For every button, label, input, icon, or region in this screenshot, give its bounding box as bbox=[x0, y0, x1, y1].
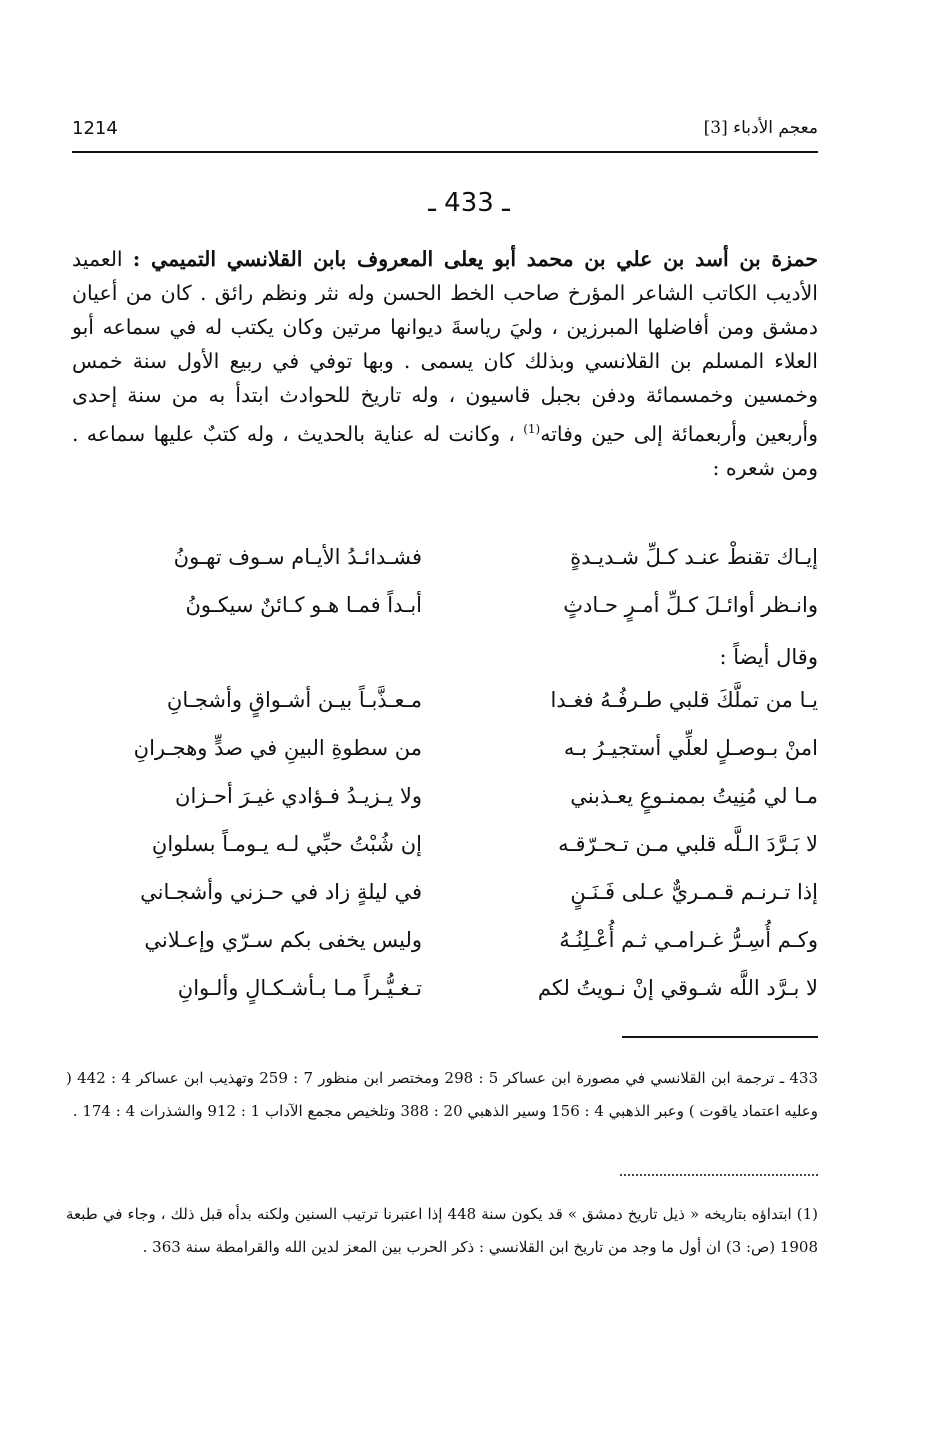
poem-verse bbox=[72, 784, 818, 832]
poem-2-intro: وقال أيضاً : bbox=[719, 645, 818, 669]
verse-first-hemistich: لا بَـرَّدَ الـلَّه قلبي مـن تـحـرّقـه bbox=[558, 832, 818, 856]
verse-first-hemistich: وكـم أُسِـرُّ غـرامـي ثـم أُعْـلِنُـهُ bbox=[559, 928, 818, 952]
entry-number: ـ 433 ـ bbox=[428, 188, 510, 218]
poem-verse bbox=[72, 976, 818, 1024]
page-number: 1214 bbox=[72, 118, 118, 139]
verse-first-hemistich: امنْ بـوصـلٍ لعلِّي أستجيـرُ بـه bbox=[563, 736, 818, 760]
biography-text: العميد الأديب الكاتب الشاعر المؤرخ صاحب الخط الحسن وله نثر ونظم رائق . كان من أعيان دمشق ومن أفاضلها المبرزين ، وليَ رياسةَ ديوانها مرتين وكان يكتب له في سماعه أبو العلاء المسلم بن القلانسي وبذلك كان يسمى . وبها توفي في ربيع الأول سنة خمس وخمسين وخمسمائة ودفن بجبل قاسيون ، وله تاريخ للحوادث ابتدأ به من سنة إحدى وأربعين وأربعمائة إلى حين وفاته bbox=[72, 247, 818, 446]
poem-verse bbox=[72, 928, 818, 976]
verse-second-hemistich: إن شُبْتُ حبِّي لـه يـومـاً بسلوانِ bbox=[151, 832, 422, 856]
footnote-source-references: 433 ـ ترجمة ابن القلانسي في مصورة ابن عساكر 5 : 298 ومختصر ابن منظور 7 : 259 وتهذيب ابن عساكر 4 : 442 ( وعليه اعتماد ياقوت ) وعبر الذهبي 4 : 156 وسير الذهبي 20 : 388 وتلخيص مجمع الآداب 1 : 912 والشذرات 4 : 174 . bbox=[66, 1069, 819, 1120]
footnote-marker: (1) bbox=[523, 422, 541, 436]
poem-2 bbox=[72, 688, 818, 1024]
footnote-1: (1) ابتداؤه بتاريخه « ذيل تاريخ دمشق » قد يكون سنة 448 إذا اعتبرنا ترتيب السنين ولكنه بدأه قبل ذلك ، وجاء في طبعة 1908 (ص: 3) ان أول ما وجد من تاريخ ابن القلانسي : ذكر الحرب بين المعز لدين الله والقرامطة سنة 363 . bbox=[66, 1205, 819, 1256]
verse-second-hemistich: مـعـذَّبـاً بيـن أشـواقٍ وأشجـانِ bbox=[166, 688, 422, 712]
verse-first-hemistich: إيـاك تقنطْ عنـد كـلِّ شـديـدةٍ bbox=[570, 545, 818, 569]
verse-second-hemistich: فشـدائـدُ الأيـام سـوف تهـونُ bbox=[173, 545, 422, 569]
poem-verse bbox=[72, 880, 818, 928]
entry-heading-name: حمزة بن أسد بن علي بن محمد أبو يعلى المعروف بابن القلانسي التميمي : bbox=[132, 247, 818, 271]
verse-second-hemistich: ولا يـزيـدُ فـؤادي غيـرَ أحـزان bbox=[175, 784, 422, 808]
running-title: معجم الأدباء [3] bbox=[703, 118, 818, 138]
page-header bbox=[72, 118, 818, 148]
verse-first-hemistich: إذا تـرنـم قـمـريٌّ عـلى فَـنَـنٍ bbox=[570, 880, 818, 904]
footnote-rule bbox=[622, 1036, 818, 1038]
poem-verse bbox=[72, 736, 818, 784]
biography-text-continued: ، وكانت له عناية بالحديث ، وله كتبٌ عليها سماعه . ومن شعره : bbox=[72, 421, 818, 480]
verse-second-hemistich: وليس يخفى بكم سـرّي وإعـلاني bbox=[144, 928, 422, 952]
entry-body bbox=[72, 242, 818, 485]
verse-first-hemistich: لا بـرَّد اللَّه شـوقي إنْ نـويتُ لكم bbox=[537, 976, 818, 1000]
footnote-dotted-separator bbox=[620, 1174, 818, 1176]
verse-first-hemistich: يـا من تملَّكَ قلبي طـرفُـهُ فغـدا bbox=[550, 688, 818, 712]
poem-verse bbox=[72, 593, 818, 641]
verse-second-hemistich: أبـداً فمـا هـو كـائنٌ سيكـونُ bbox=[185, 593, 422, 617]
poem-verse bbox=[72, 832, 818, 880]
biography-paragraph bbox=[72, 242, 818, 485]
poem-verse bbox=[72, 545, 818, 593]
poem-verse bbox=[72, 688, 818, 736]
verse-first-hemistich: وانـظر أوائـلَ كـلِّ أمـرٍ حـادثٍ bbox=[563, 593, 818, 617]
header-rule bbox=[72, 151, 818, 153]
verse-second-hemistich: من سطوةِ البينِ في صدٍّ وهجـرانِ bbox=[133, 736, 422, 760]
verse-first-hemistich: مـا لي مُنِيتُ بممنـوعٍ يعـذبني bbox=[570, 784, 818, 808]
poem-1 bbox=[72, 545, 818, 641]
verse-second-hemistich: في ليلةٍ زاد في حـزني وأشجـاني bbox=[140, 880, 422, 904]
verse-second-hemistich: تـغـيُّـراً مـا بـأشـكـالٍ وألـوانِ bbox=[177, 976, 422, 1000]
